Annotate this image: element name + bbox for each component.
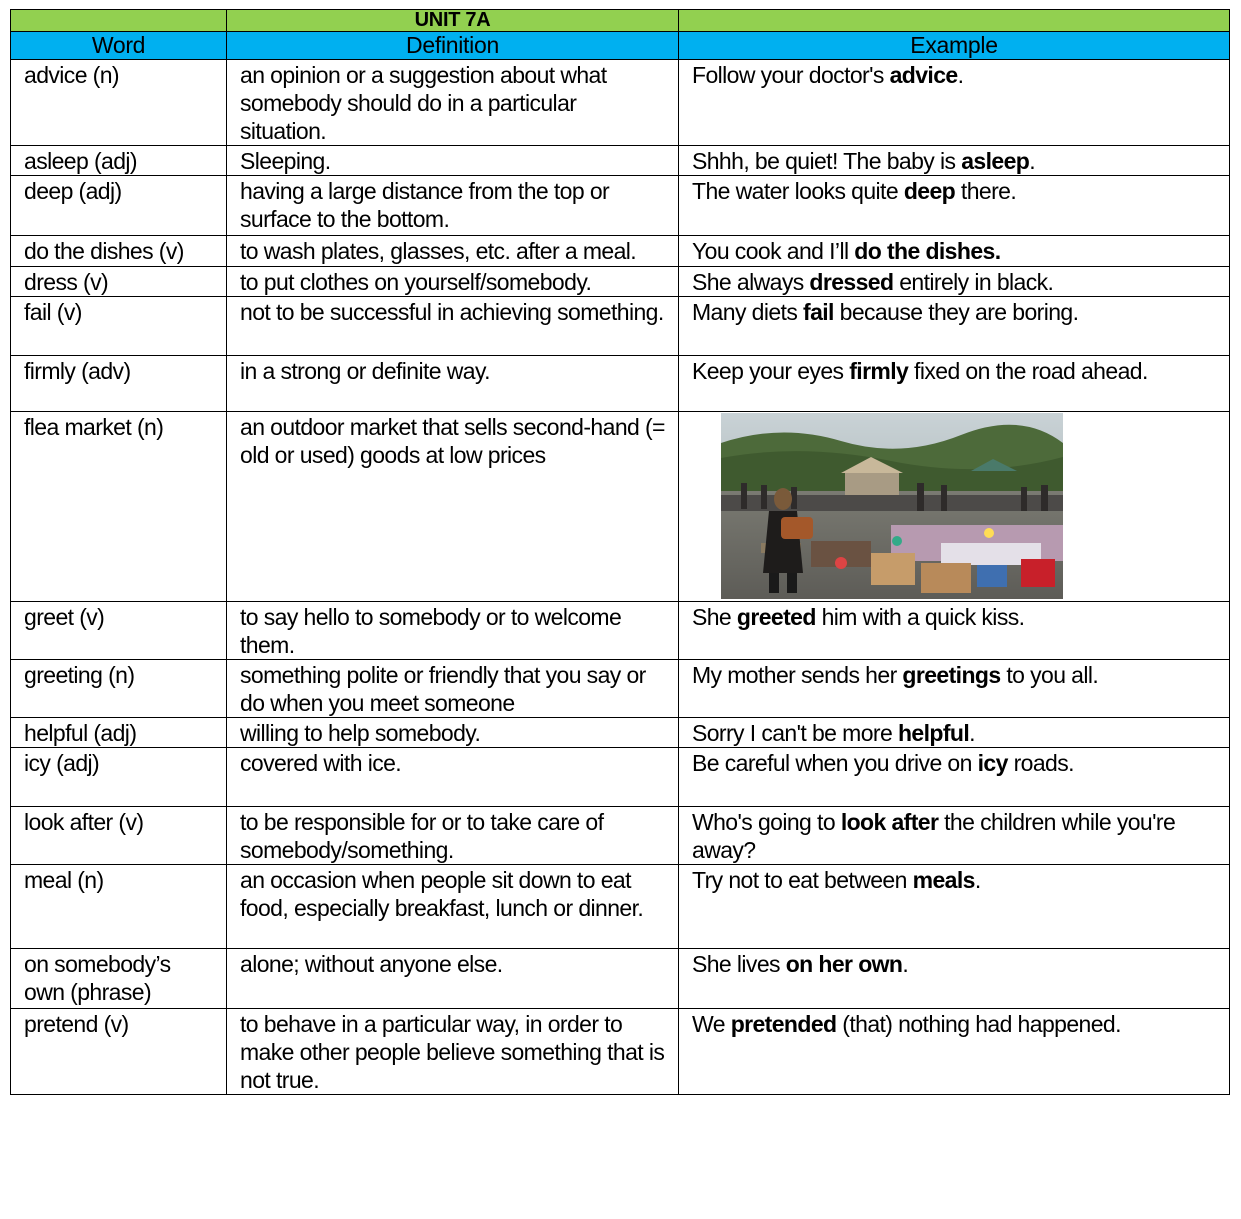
example-keyword: advice	[889, 62, 958, 88]
example-text: .	[957, 62, 964, 88]
table-row	[11, 176, 1230, 236]
unit-title: UNIT 7A	[227, 10, 679, 32]
definition-cell: covered with ice.	[227, 748, 679, 807]
example-text: She	[692, 604, 737, 630]
example-cell	[679, 146, 1230, 176]
example-text: Shhh, be quiet! The baby is	[692, 148, 962, 174]
column-header-example: Example	[679, 32, 1230, 60]
example-keyword: firmly	[849, 358, 909, 384]
definition-cell: to be responsible for or to take care of somebody/something.	[227, 807, 679, 865]
column-header-word: Word	[11, 32, 227, 60]
table-row	[11, 949, 1230, 1009]
example-keyword: deep	[903, 178, 956, 204]
column-header-definition: Definition	[227, 32, 679, 60]
unit-title-blank-right	[679, 10, 1230, 32]
definition-cell: willing to help somebody.	[227, 718, 679, 748]
example-text: Be careful when you drive on	[692, 750, 978, 776]
example-text: She always	[692, 269, 810, 295]
example-text: the children while you're away?	[692, 809, 1176, 863]
example-keyword: on her own	[785, 951, 903, 977]
table-row	[11, 146, 1230, 176]
flea-market-photo	[721, 413, 1063, 599]
definition-cell: not to be successful in achieving something.	[227, 297, 679, 356]
example-cell	[679, 602, 1230, 660]
definition-cell: an outdoor market that sells second-hand (= old or used) goods at low prices	[227, 412, 679, 602]
definition-cell: to wash plates, glasses, etc. after a meal.	[227, 236, 679, 267]
example-text: Follow your doctor's	[692, 62, 890, 88]
example-cell	[679, 176, 1230, 236]
example-cell	[679, 236, 1230, 267]
definition-cell: to put clothes on yourself/somebody.	[227, 267, 679, 297]
word-cell: meal (n)	[11, 865, 227, 949]
example-cell	[679, 660, 1230, 718]
example-text: .	[902, 951, 909, 977]
example-keyword: helpful	[897, 720, 970, 746]
example-cell	[679, 412, 1230, 602]
example-keyword: asleep	[961, 148, 1030, 174]
example-keyword: pretended	[730, 1011, 837, 1037]
example-text: (that) nothing had happened.	[836, 1011, 1121, 1037]
example-text: You cook and I’ll	[692, 238, 855, 264]
example-text: Keep your eyes	[692, 358, 850, 384]
definition-cell: something polite or friendly that you say or do when you meet someone	[227, 660, 679, 718]
example-cell	[679, 356, 1230, 412]
word-cell: do the dishes (v)	[11, 236, 227, 267]
example-keyword: greeted	[736, 604, 816, 630]
table-row	[11, 60, 1230, 146]
table-row	[11, 807, 1230, 865]
example-keyword: look after	[840, 809, 939, 835]
example-text: entirely in black.	[893, 269, 1054, 295]
definition-cell: an occasion when people sit down to eat food, especially breakfast, lunch or dinner.	[227, 865, 679, 949]
unit-title-row	[11, 10, 1230, 32]
example-text: Who's going to	[692, 809, 841, 835]
word-cell: dress (v)	[11, 267, 227, 297]
word-cell: look after (v)	[11, 807, 227, 865]
definition-cell: having a large distance from the top or surface to the bottom.	[227, 176, 679, 236]
example-text: to you all.	[1000, 662, 1099, 688]
word-cell: flea market (n)	[11, 412, 227, 602]
word-cell: icy (adj)	[11, 748, 227, 807]
example-keyword: greetings	[902, 662, 1001, 688]
example-keyword: meals	[912, 867, 975, 893]
table-row	[11, 1009, 1230, 1095]
word-cell: firmly (adv)	[11, 356, 227, 412]
example-text: She lives	[692, 951, 786, 977]
unit-title-blank-left	[11, 10, 227, 32]
word-cell: pretend (v)	[11, 1009, 227, 1095]
word-cell: greeting (n)	[11, 660, 227, 718]
example-text: Sorry I can't be more	[692, 720, 898, 746]
definition-cell: alone; without anyone else.	[227, 949, 679, 1009]
table-row	[11, 356, 1230, 412]
word-cell: on somebody’s own (phrase)	[11, 949, 227, 1009]
word-cell: greet (v)	[11, 602, 227, 660]
vocabulary-table	[10, 9, 1230, 1095]
word-cell: deep (adj)	[11, 176, 227, 236]
definition-cell: an opinion or a suggestion about what somebody should do in a particular situation.	[227, 60, 679, 146]
table-row	[11, 297, 1230, 356]
column-header-row	[11, 32, 1230, 60]
table-row	[11, 718, 1230, 748]
table-row	[11, 236, 1230, 267]
table-row	[11, 267, 1230, 297]
definition-cell: in a strong or definite way.	[227, 356, 679, 412]
table-row	[11, 412, 1230, 602]
table-row	[11, 748, 1230, 807]
example-text: My mother sends her	[692, 662, 903, 688]
example-keyword: fail	[803, 299, 834, 325]
example-cell	[679, 60, 1230, 146]
definition-cell: to behave in a particular way, in order to make other people believe something that is not true.	[227, 1009, 679, 1095]
example-cell	[679, 267, 1230, 297]
example-cell	[679, 718, 1230, 748]
example-text: there.	[955, 178, 1017, 204]
example-text: roads.	[1007, 750, 1074, 776]
example-text: fixed on the road ahead.	[908, 358, 1148, 384]
example-cell	[679, 297, 1230, 356]
table-row	[11, 865, 1230, 949]
word-cell: advice (n)	[11, 60, 227, 146]
example-cell	[679, 1009, 1230, 1095]
example-cell	[679, 865, 1230, 949]
example-cell	[679, 949, 1230, 1009]
example-text: .	[1029, 148, 1036, 174]
example-text: Try not to eat between	[692, 867, 913, 893]
table-row	[11, 602, 1230, 660]
definition-cell: Sleeping.	[227, 146, 679, 176]
word-cell: helpful (adj)	[11, 718, 227, 748]
example-keyword: do the dishes.	[854, 238, 1001, 264]
example-text: .	[969, 720, 975, 746]
example-text: The water looks quite	[692, 178, 904, 204]
example-text: Many diets	[692, 299, 804, 325]
definition-cell: to say hello to somebody or to welcome them.	[227, 602, 679, 660]
example-text: We	[692, 1011, 731, 1037]
example-text: because they are boring.	[833, 299, 1079, 325]
word-cell: fail (v)	[11, 297, 227, 356]
example-keyword: dressed	[809, 269, 894, 295]
example-cell	[679, 748, 1230, 807]
example-text: him with a quick kiss.	[815, 604, 1025, 630]
example-keyword: icy	[977, 750, 1008, 776]
table-row	[11, 660, 1230, 718]
example-cell	[679, 807, 1230, 865]
word-cell: asleep (adj)	[11, 146, 227, 176]
example-text: .	[974, 867, 981, 893]
